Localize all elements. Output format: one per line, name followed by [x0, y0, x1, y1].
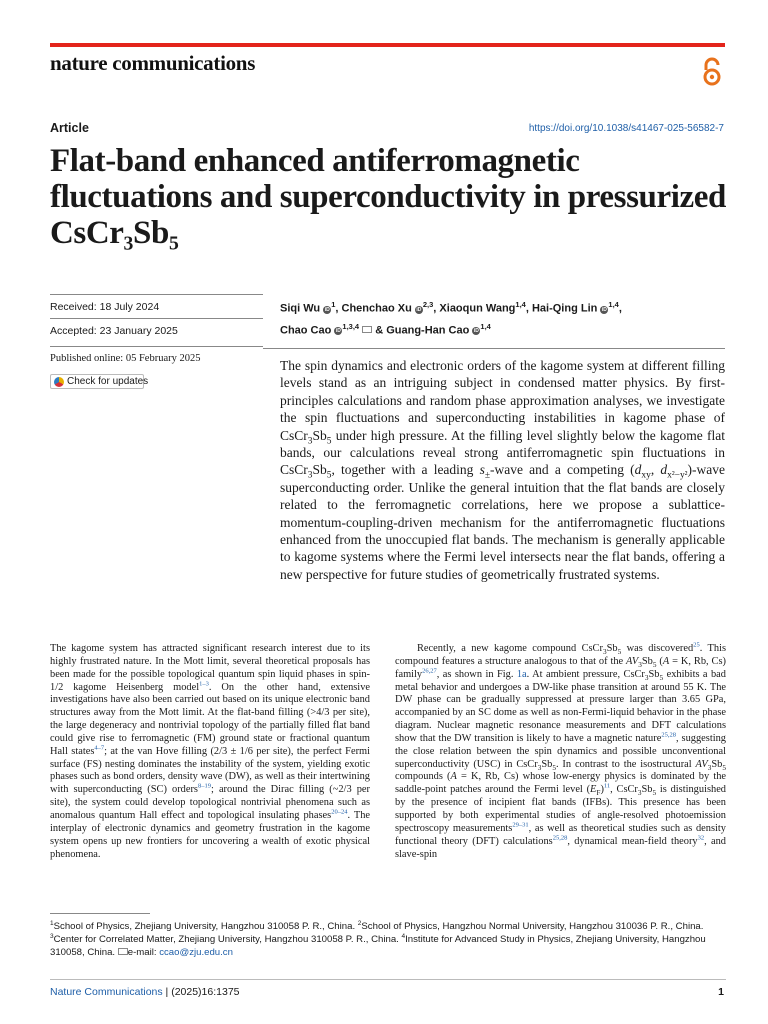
author-affiliation: 1,3,4 — [342, 321, 360, 331]
doi-link[interactable]: https://doi.org/10.1038/s41467-025-56582-7 — [528, 123, 724, 134]
citation-link[interactable]: 8–19 — [197, 782, 211, 790]
citation-link[interactable]: 29–31 — [512, 821, 529, 829]
article-type-label: Article — [50, 121, 89, 135]
check-for-updates-label: Check for updates — [67, 376, 149, 387]
citation-link[interactable]: 25 — [693, 641, 700, 649]
footer-divider — [50, 979, 726, 980]
citation-link[interactable]: 4–7 — [94, 744, 105, 752]
author-name[interactable]: Guang-Han Cao — [386, 324, 470, 337]
orcid-icon[interactable]: iD — [335, 328, 341, 335]
citation-link[interactable]: 1–3 — [199, 680, 209, 688]
orcid-icon[interactable]: iD — [324, 306, 330, 313]
author-name[interactable]: Xiaoqun Wang — [439, 302, 516, 315]
citation-link[interactable]: 25,28 — [661, 731, 676, 739]
author-name[interactable]: Chao Cao — [280, 324, 332, 337]
citation-link[interactable]: 26,27 — [422, 667, 437, 675]
article-title: Flat-band enhanced antiferromagnetic fluctuations and superconductivity in pressurized CsCr₃Sb₅ — [50, 143, 726, 251]
author-name[interactable]: Hai-Qing Lin — [531, 302, 598, 315]
received-date: Received: 18 July 2024 — [50, 294, 263, 313]
footer-citation — [50, 986, 240, 998]
footer-journal-link[interactable]: Nature Communications — [50, 986, 163, 998]
author-affiliation: 1,4 — [480, 321, 491, 331]
author-name[interactable]: Chenchao Xu — [341, 302, 412, 315]
figure-link[interactable]: 1a — [516, 668, 527, 680]
published-date: Published online: 05 February 2025 — [50, 346, 263, 364]
author-separator: , — [525, 302, 532, 315]
orcid-icon[interactable]: iD — [601, 306, 607, 313]
abstract-divider — [263, 348, 725, 349]
citation-link[interactable]: 11 — [603, 782, 611, 790]
abstract: The spin dynamics and electronic orders of the kagome system at different filling levels stand as an intriguing subject in condensed matter physics. By first-principles calculations and random phase approximation analyses, we investigate the spin fluctuations and superconducting instabilities in kagome phase of $CsCr_3Sb_5$ under high pressure. At the filling level slightly below the kagome flat bands, our calculations reveal strong antiferromagnetic spin fluctuations in $CsCr_3Sb_5$, together with a leading $s_\pm$-wave and a competing ($d_{xy}$, $d_{x^2-y^2}$)-wave superconducting order. Unlike the general intuition that the flat bands are closely related to the ferromagnetic correlations, here we propose a sublattice-momentum-coupling-driven mechanism for the antiferromagnetic fluctuations enhanced from the unoccupied flat bands. The mechanism is generally applicable to kagome systems where the Fermi level intersects near the flat bands, offering a new perspective for future studies of geometrically frustrated systems. — [280, 358, 725, 582]
author-affiliation: 1 — [331, 300, 336, 309]
open-access-lock-icon — [700, 57, 724, 87]
email-link[interactable]: ccao@zju.edu.cn — [159, 947, 233, 958]
journal-name: nature communications — [50, 51, 256, 75]
check-for-updates-button[interactable] — [50, 374, 149, 389]
orcid-icon[interactable]: iD — [416, 306, 422, 313]
crossmark-icon — [54, 377, 64, 387]
author-name[interactable]: Siqi Wu — [280, 302, 321, 315]
footer-volume: | (2025)16:1375 — [162, 986, 240, 998]
author-affiliation: 2,3 — [422, 300, 434, 309]
author-separator: , — [335, 302, 342, 315]
citation-link[interactable]: 25,28 — [552, 834, 568, 842]
author-separator: , — [433, 302, 440, 315]
body-paragraph-recent: Recently, a new kagome compound $CsCr_3Sb_5$ was discovered$^{25}$. This compound features a structure analogous to that of the $AV_3Sb_5$ (A = K, Rb, Cs) family$^{26,27}$, as shown in Fig. 1a. At ambient pressure, $CsCr_3Sb_5$ exhibits a bad metal behavior and undergoes a DW-like phase transition at around 55 K. The DW phase can be gradually suppressed at pressure larger than 3.65 GPa, accompanied by an SC dome as well as non-Fermi-liquid behavior in the phase diagram. Nuclear magnetic resonance measurements and DFT calculations show that the DW transition is likely to have a magnetic nature$^{25,28}$, suggesting the close relation between the spin dynamics and possible unconventional superconductivity (USC) in $CsCr_3Sb_5$. In contrast to the isostructural $AV_3Sb_5$ compounds (A = K, Rb, Cs) whose low-energy physics is dominated by the saddle-point patches around the Fermi level $(E_F)^{11}$, $CsCr_3Sb_5$ is distinguished by the presence of incipient flat bands (IFBs). This presence has been supported by both experimental studies of angle-resolved photoemission spectroscopy measurements$^{29-31}$, as well as theoretical studies such as density functional theory (DFT) calculations$^{25,28}$, dynamical mean-field theory$^{32}$, and slave-spin — [395, 641, 727, 860]
header-accent-bar — [50, 43, 725, 47]
envelope-icon[interactable] — [362, 326, 372, 333]
affiliations-footnote: $^1$School of Physics, Zhejiang University, Hangzhou 310058 P. R., China. $^2$School of Physics, Hangzhou Normal University, Hangzhou 310036 P. R., China. $^3$Center for Correlated Matter, Zhejiang University, Hangzhou 310058 P. R., China. $^4$Institute for Advanced Study in Physics, Zhejiang University, Hangzhou 310058, China. e-mail: ccao@zju.edu.cn — [50, 919, 706, 958]
accepted-date: Accepted: 23 January 2025 — [50, 318, 263, 337]
envelope-icon — [118, 948, 128, 955]
author-list — [280, 296, 725, 339]
page-number: 1 — [718, 986, 724, 998]
citation-link[interactable]: 20–24 — [331, 808, 348, 816]
author-affiliation: 1,4 — [608, 300, 619, 309]
footnote-divider — [50, 913, 150, 914]
author-separator: & — [372, 324, 387, 337]
orcid-icon[interactable]: iD — [473, 328, 479, 335]
citation-link[interactable]: 32 — [697, 834, 705, 842]
body-paragraph-intro: The kagome system has attracted significant research interest due to its highly frustrated nature. In the Mott limit, several theoretical proposals has been made for the possible topological quantum spin liquid phases in spin-1/2 kagome Heisenberg model$^{1-3}$. On the other hand, extensive investigations have also been carried out based on its unique electronic band structures away from the Mott limit. At the flat-band filling (>4/3 per site), the large degeneracy and nontrivial topology of the partially filled flat band could give rise to ferromagnetic (FM) ground state or fractional quantum Hall states$^{4-7}$; at the van Hove filling (2/3 ± 1/6 per site), the perfect Fermi surface (FS) nesting dominates the instability of the system, yielding exotic phases such as bond orders, density wave (DW), as well as their intertwining with superconducting (SC) orders$^{8-19}$; around the Dirac filling (~2/3 per site), the system could develop topological nontrivial phenomena such as anomalous quantum Hall effect and topological insulating phases$^{20-24}$. The interplay of electronic dynamics and geometry frustration in the kagome system opens up new frontiers for uncovering a wealth of exotic physical phenomena. — [50, 643, 371, 860]
author-separator: , — [618, 302, 622, 315]
author-affiliation: 1,4 — [515, 300, 526, 309]
